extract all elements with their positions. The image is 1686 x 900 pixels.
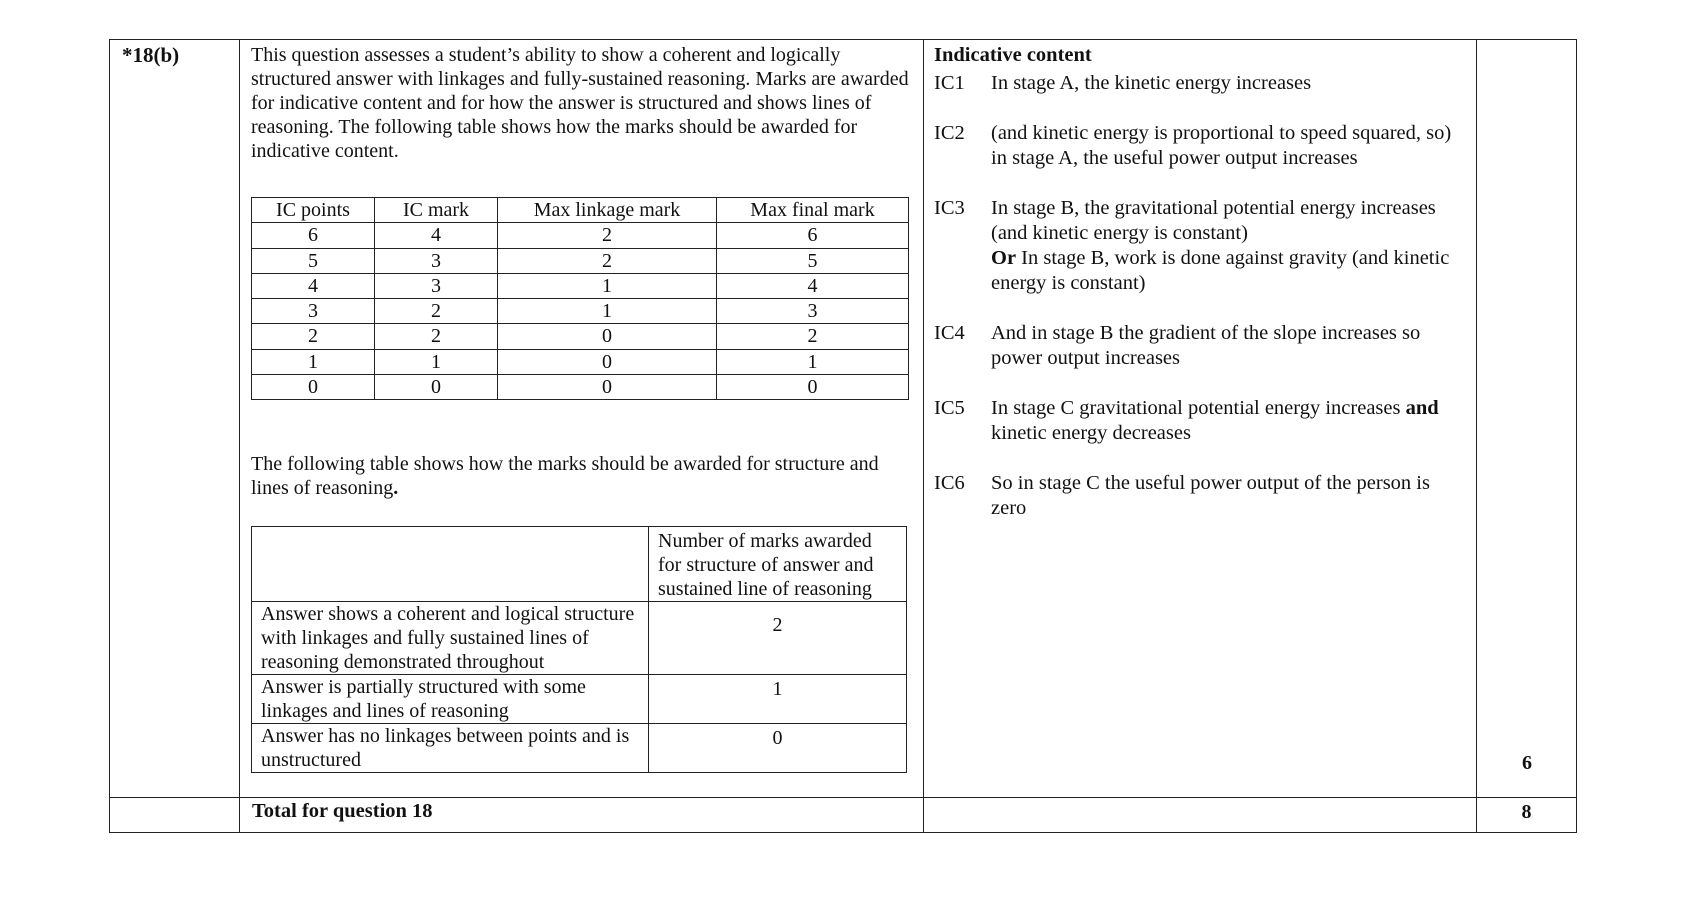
structure-desc: Answer is partially structured with some linkages and lines of reasoning [252,675,649,724]
ic-code: IC3 [934,197,965,219]
ic-item-6 [934,471,1468,521]
ic-cell: 3 [375,248,498,273]
ic-cell: 0 [498,324,717,349]
ic-cell: 6 [252,223,375,248]
ic-or-text: In stage B, work is done against gravity (and kinetic energy is constant) [991,247,1450,294]
ic-item-3 [934,196,1468,296]
ic-text-after: kinetic energy decreases [991,422,1191,444]
ic-cell: 2 [375,324,498,349]
structure-intro-text: The following table shows how the marks should be awarded for structure and lines of reasoning [251,453,879,500]
structure-intro-end: . [393,477,399,500]
ic-cell: 1 [252,349,375,374]
total-blank-cell [924,798,1477,833]
ic-cell: 4 [252,273,375,298]
ic-cell: 2 [375,299,498,324]
table-row [252,273,909,298]
marks-cell [1477,40,1577,798]
ic-item-2 [934,121,1468,171]
ic-text: (and kinetic energy is proportional to speed squared, so) in stage A, the useful power output increases [991,122,1452,169]
ic-text: In stage A, the kinetic energy increases [991,72,1312,94]
ic-item-1 [934,71,1468,96]
ic-cell: 1 [375,349,498,374]
ic-cell: 0 [498,349,717,374]
table-row [252,375,909,400]
ic-table-header [252,198,909,223]
ic-cell: 2 [498,248,717,273]
ic-text: In stage B, the gravitational potential energy increases (and kinetic energy is constant) [991,197,1436,244]
question-number: *18(b) [110,40,240,798]
table-row [252,602,907,675]
mark-scheme-page [109,39,1576,833]
guidance-cell [240,40,924,798]
ic-cell: 6 [717,223,909,248]
ic-header-cell: Max linkage mark [498,198,717,223]
part-mark: 6 [1522,752,1532,774]
structure-desc: Answer shows a coherent and logical structure with linkages and fully sustained lines of reasoning demonstrated throughout [252,602,649,675]
ic-cell: 4 [717,273,909,298]
ic-code: IC2 [934,122,965,144]
ic-cell: 0 [498,375,717,400]
ic-or-word: Or [991,247,1017,269]
ic-cell: 0 [252,375,375,400]
ic-and-word: and [1405,397,1439,419]
ic-cell: 3 [717,299,909,324]
ic-cell: 2 [252,324,375,349]
structure-mark: 1 [649,675,907,724]
structure-header-cell: Number of marks awarded for structure of answer and sustained line of reasoning [649,527,907,602]
total-mark: 8 [1477,798,1577,833]
guidance-intro: This question assesses a student’s ability to show a coherent and logically structured answer with linkages and fully-sustained reasoning. Marks are awarded for indicative content and for how the answer is structured and shows lines of reasoning. The following table shows how the marks should be awarded for indicative content. [251,44,909,162]
ic-cell: 3 [252,299,375,324]
table-row [252,324,909,349]
ic-header-cell: IC mark [375,198,498,223]
table-row [252,675,907,724]
total-row [110,798,1577,833]
ic-text-group [991,196,1468,296]
ic-cell: 0 [375,375,498,400]
structure-table-header [252,527,907,602]
structure-header-blank [252,527,649,602]
ic-cell: 2 [498,223,717,248]
total-blank-cell [110,798,240,833]
total-label: Total for question 18 [240,798,924,833]
ic-marks-table [251,197,909,400]
indicative-content-heading: Indicative content [934,44,1092,66]
table-row [252,299,909,324]
ic-code: IC5 [934,397,965,419]
ic-cell: 0 [717,375,909,400]
ic-cell: 1 [498,273,717,298]
table-row [252,349,909,374]
ic-item-4 [934,321,1468,371]
structure-intro [251,452,913,500]
structure-mark: 0 [649,724,907,773]
ic-header-cell: IC points [252,198,375,223]
ic-cell: 1 [717,349,909,374]
ic-code: IC1 [934,72,965,94]
ic-code: IC4 [934,322,965,344]
ic-item-5 [934,396,1468,446]
ic-cell: 5 [717,248,909,273]
ic-text-before: In stage C gravitational potential energy increases [991,397,1406,419]
structure-marks-table [251,526,907,773]
ic-cell: 4 [375,223,498,248]
structure-desc: Answer has no linkages between points and is unstructured [252,724,649,773]
ic-header-cell: Max final mark [717,198,909,223]
ic-code: IC6 [934,472,965,494]
mark-scheme-table [109,39,1577,833]
ic-cell: 3 [375,273,498,298]
ic-text-group [991,396,1468,446]
ic-text: And in stage B the gradient of the slope increases so power output increases [991,322,1421,369]
ic-cell: 2 [717,324,909,349]
indicative-content-cell [924,40,1477,798]
ic-text: So in stage C the useful power output of the person is zero [991,472,1430,519]
table-row [252,248,909,273]
question-row [110,40,1577,798]
ic-cell: 5 [252,248,375,273]
ic-cell: 1 [498,299,717,324]
structure-mark: 2 [649,602,907,675]
table-row [252,223,909,248]
table-row [252,724,907,773]
